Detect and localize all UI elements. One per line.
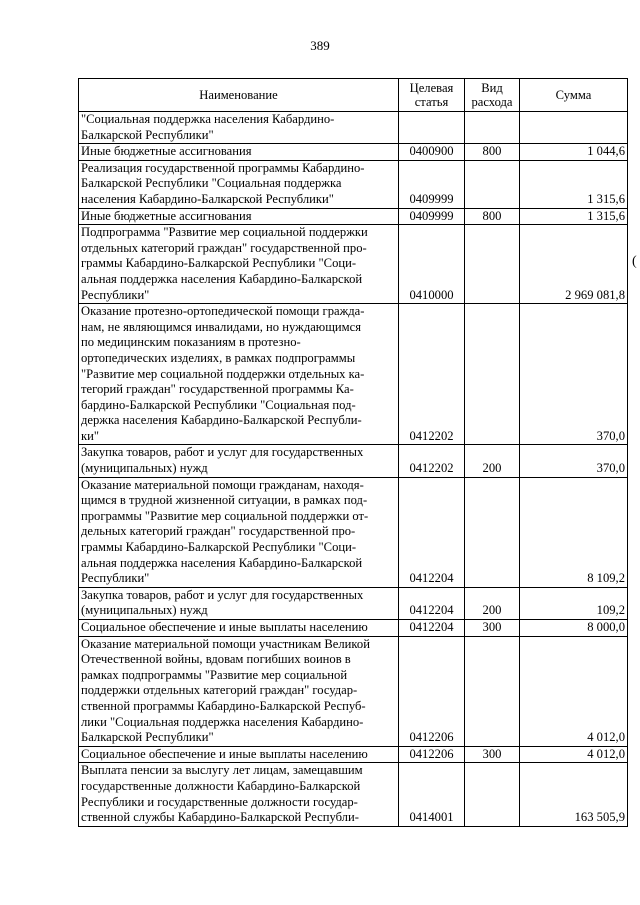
table-row xyxy=(79,304,628,445)
cell-code: 0412206 xyxy=(399,746,465,763)
table-body xyxy=(79,112,628,827)
cell-name: Реализация государственной программы Кабардино- Балкарской Республики "Социальная поддержка населения Кабардино-Балкарской Республики" xyxy=(79,160,399,208)
cell-type xyxy=(465,477,520,587)
cell-name: Иные бюджетные ассигнования xyxy=(79,144,399,161)
cell-name: Оказание материальной помощи гражданам, находя- щимся в трудной жизненной ситуации, в рамках под- программы "Развитие мер социальной поддержки от- дельных категорий граждан" государственной про- граммы Кабардино-Балкарской Республики "Соци- альная поддержка населения Кабардино-Балкарской Республики" xyxy=(79,477,399,587)
cell-name: Выплата пенсии за выслугу лет лицам, замещавшим государственные должности Кабардино-Балкарской Республики и государственные должности государ- ственной службы Кабардино-Балкарской Республи- xyxy=(79,763,399,826)
cell-name: Социальное обеспечение и иные выплаты населению xyxy=(79,746,399,763)
cell-type: 800 xyxy=(465,144,520,161)
cell-sum: 370,0 xyxy=(520,304,628,445)
header-code: Целевая статья xyxy=(399,79,465,112)
cell-name: Закупка товаров, работ и услуг для государственных (муниципальных) нужд xyxy=(79,445,399,477)
header-sum: Сумма xyxy=(520,79,628,112)
table-row xyxy=(79,208,628,225)
cell-type: 200 xyxy=(465,587,520,619)
cell-code: 0409999 xyxy=(399,208,465,225)
cell-sum: 2 969 081,8 xyxy=(520,225,628,304)
cell-sum: 1 315,6 xyxy=(520,208,628,225)
cell-code: 0410000 xyxy=(399,225,465,304)
cell-code: 0412202 xyxy=(399,445,465,477)
page-number: 389 xyxy=(310,38,330,53)
cell-type xyxy=(465,763,520,826)
budget-table xyxy=(78,78,628,827)
cell-sum xyxy=(520,112,628,144)
cell-type xyxy=(465,160,520,208)
cell-code: 0409999 xyxy=(399,160,465,208)
table-row xyxy=(79,763,628,826)
cell-type xyxy=(465,304,520,445)
cell-name: Иные бюджетные ассигнования xyxy=(79,208,399,225)
table-row xyxy=(79,225,628,304)
cell-sum: 1 044,6 xyxy=(520,144,628,161)
table-row xyxy=(79,445,628,477)
cell-code: 0412206 xyxy=(399,636,465,746)
cell-type: 800 xyxy=(465,208,520,225)
cell-sum: 8 109,2 xyxy=(520,477,628,587)
cell-code: 0414001 xyxy=(399,763,465,826)
cell-name: Подпрограмма "Развитие мер социальной поддержки отдельных категорий граждан" государственной про- граммы Кабардино-Балкарской Республики "Соци- альная поддержка населения Кабардино-Балкарской Республики" xyxy=(79,225,399,304)
cell-type xyxy=(465,225,520,304)
table-row xyxy=(79,746,628,763)
cell-code: 0412202 xyxy=(399,304,465,445)
table-row xyxy=(79,620,628,637)
cell-sum: 1 315,6 xyxy=(520,160,628,208)
cell-code: 0412204 xyxy=(399,477,465,587)
cell-sum: 370,0 xyxy=(520,445,628,477)
table-row xyxy=(79,587,628,619)
table-row xyxy=(79,160,628,208)
cell-name: Оказание протезно-ортопедической помощи гражда- нам, не являющимся инвалидами, но нуждающимся по медицинским показаниям в протезно- ортопедических изделиях, в рамках подпрограммы "Развитие мер социальной поддержки отдельных ка- тегорий граждан" государственной программы Ка- бардино-Балкарской Республики "Социальная под- держка населения Кабардино-Балкарской Республи- ки" xyxy=(79,304,399,445)
table-row xyxy=(79,144,628,161)
cell-sum: 8 000,0 xyxy=(520,620,628,637)
table-row xyxy=(79,636,628,746)
cell-type xyxy=(465,112,520,144)
cell-name: Оказание материальной помощи участникам Великой Отечественной войны, вдовам погибших воинов в рамках подпрограммы "Развитие мер социальной поддержки отдельных категорий граждан" государ- ственной программы Кабардино-Балкарской Респуб- лики "Социальная поддержка населения Кабардино- Балкарской Республики" xyxy=(79,636,399,746)
cell-code: 0412204 xyxy=(399,620,465,637)
header-name: Наименование xyxy=(79,79,399,112)
cell-sum: 4 012,0 xyxy=(520,746,628,763)
cell-type xyxy=(465,636,520,746)
cell-name: Социальное обеспечение и иные выплаты населению xyxy=(79,620,399,637)
table-row xyxy=(79,112,628,144)
cell-code: 0400900 xyxy=(399,144,465,161)
header-type: Вид расхода xyxy=(465,79,520,112)
cell-sum: 4 012,0 xyxy=(520,636,628,746)
cell-code: 0412204 xyxy=(399,587,465,619)
cell-type: 300 xyxy=(465,746,520,763)
cell-name: "Социальная поддержка населения Кабардино- Балкарской Республики" xyxy=(79,112,399,144)
cell-type: 200 xyxy=(465,445,520,477)
cell-type: 300 xyxy=(465,620,520,637)
table-row xyxy=(79,477,628,587)
cell-sum: 109,2 xyxy=(520,587,628,619)
cell-sum: 163 505,9 xyxy=(520,763,628,826)
cell-name: Закупка товаров, работ и услуг для государственных (муниципальных) нужд xyxy=(79,587,399,619)
margin-mark: ( xyxy=(632,254,637,269)
table-header-row xyxy=(79,79,628,112)
cell-code xyxy=(399,112,465,144)
